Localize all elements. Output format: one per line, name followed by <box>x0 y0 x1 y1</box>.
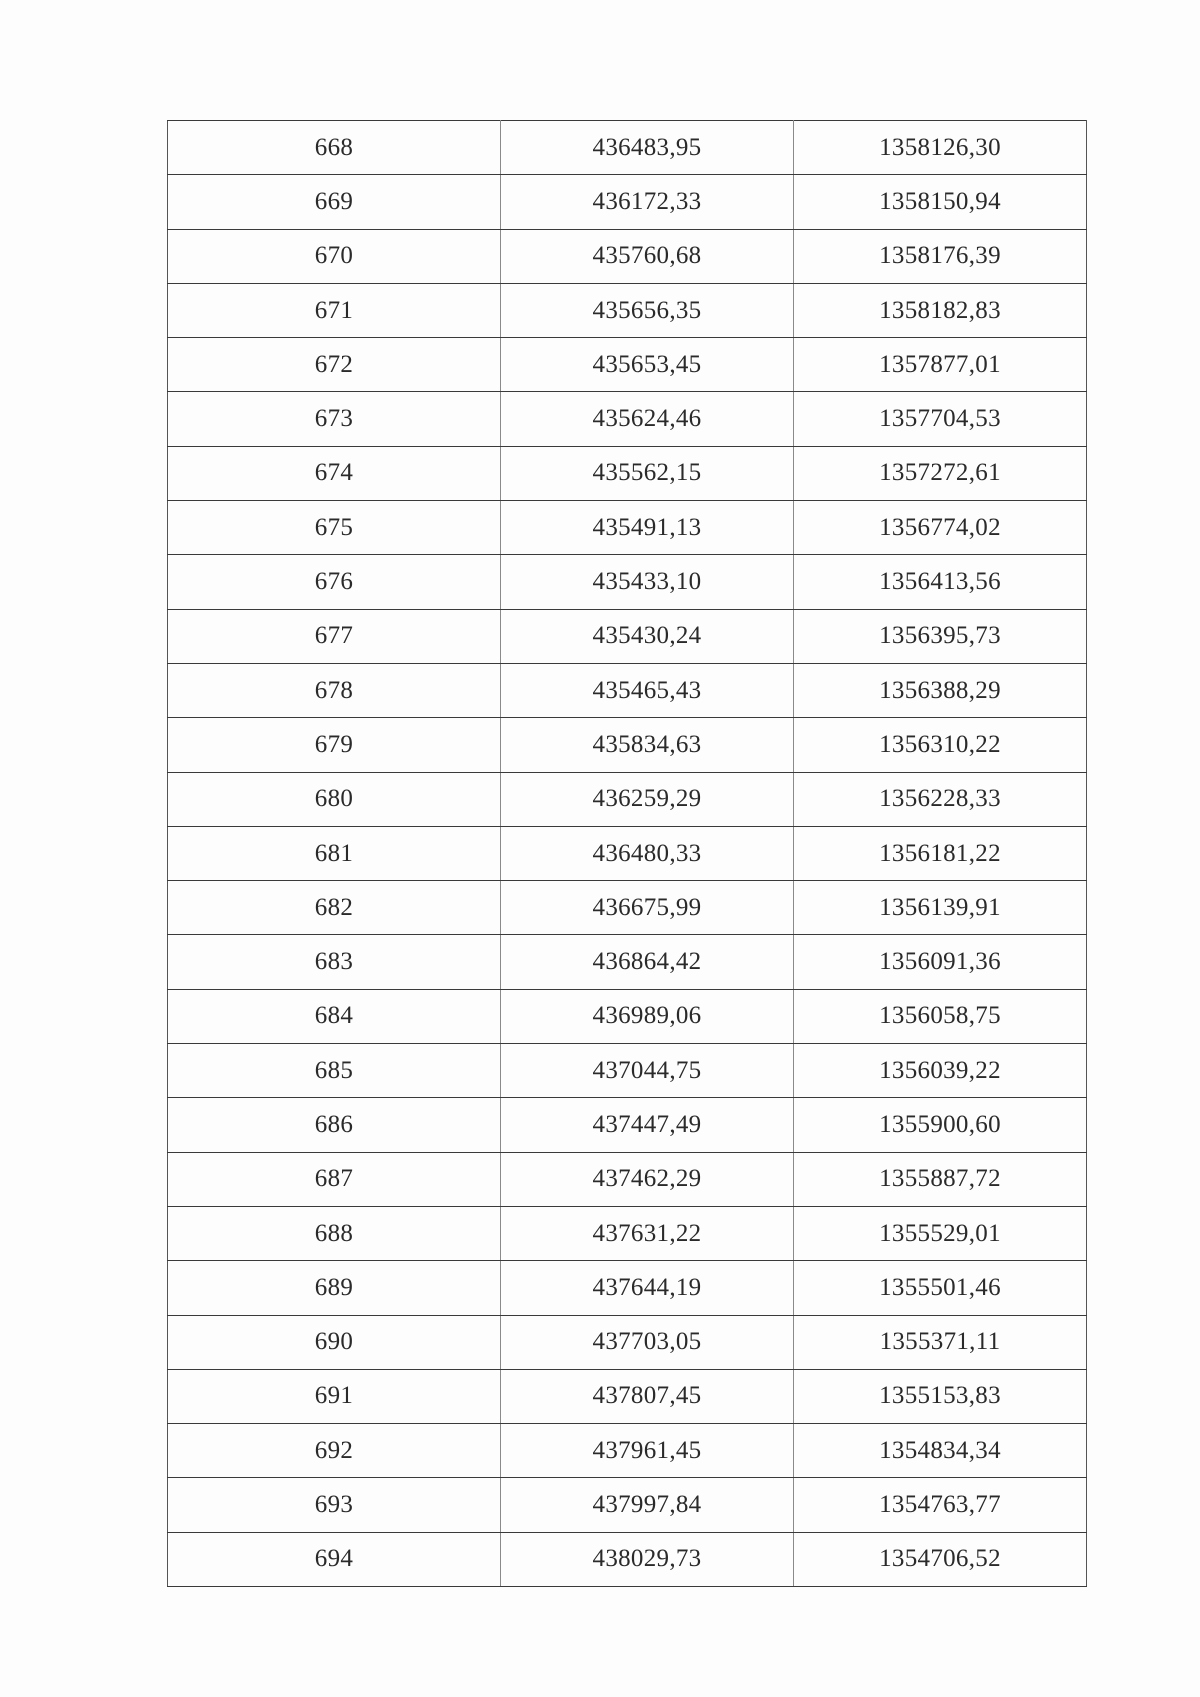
table-row <box>168 609 1087 663</box>
y-coordinate-cell: 1356228,33 <box>794 772 1087 826</box>
y-coordinate-cell: 1354763,77 <box>794 1478 1087 1532</box>
x-coordinate-cell: 437462,29 <box>501 1152 794 1206</box>
point-number-cell: 692 <box>168 1424 501 1478</box>
x-coordinate-cell: 437961,45 <box>501 1424 794 1478</box>
x-coordinate-cell: 435465,43 <box>501 663 794 717</box>
table-row <box>168 663 1087 717</box>
coordinates-table <box>167 120 1087 1587</box>
x-coordinate-cell: 436989,06 <box>501 989 794 1043</box>
table-row <box>168 1478 1087 1532</box>
table-row <box>168 1152 1087 1206</box>
x-coordinate-cell: 435430,24 <box>501 609 794 663</box>
y-coordinate-cell: 1354834,34 <box>794 1424 1087 1478</box>
y-coordinate-cell: 1355887,72 <box>794 1152 1087 1206</box>
point-number-cell: 694 <box>168 1532 501 1586</box>
point-number-cell: 680 <box>168 772 501 826</box>
table-row <box>168 392 1087 446</box>
y-coordinate-cell: 1358150,94 <box>794 175 1087 229</box>
x-coordinate-cell: 437447,49 <box>501 1098 794 1152</box>
x-coordinate-cell: 437044,75 <box>501 1044 794 1098</box>
point-number-cell: 674 <box>168 446 501 500</box>
x-coordinate-cell: 437631,22 <box>501 1206 794 1260</box>
table-row <box>168 175 1087 229</box>
y-coordinate-cell: 1355501,46 <box>794 1261 1087 1315</box>
table-row <box>168 338 1087 392</box>
point-number-cell: 678 <box>168 663 501 717</box>
point-number-cell: 673 <box>168 392 501 446</box>
table-row <box>168 121 1087 175</box>
y-coordinate-cell: 1358126,30 <box>794 121 1087 175</box>
table-row <box>168 1206 1087 1260</box>
point-number-cell: 691 <box>168 1369 501 1423</box>
point-number-cell: 676 <box>168 555 501 609</box>
x-coordinate-cell: 436259,29 <box>501 772 794 826</box>
x-coordinate-cell: 435562,15 <box>501 446 794 500</box>
y-coordinate-cell: 1356388,29 <box>794 663 1087 717</box>
table-row <box>168 1424 1087 1478</box>
point-number-cell: 671 <box>168 283 501 337</box>
point-number-cell: 693 <box>168 1478 501 1532</box>
y-coordinate-cell: 1356181,22 <box>794 826 1087 880</box>
table-row <box>168 555 1087 609</box>
y-coordinate-cell: 1356774,02 <box>794 501 1087 555</box>
x-coordinate-cell: 436675,99 <box>501 881 794 935</box>
y-coordinate-cell: 1355371,11 <box>794 1315 1087 1369</box>
y-coordinate-cell: 1355900,60 <box>794 1098 1087 1152</box>
x-coordinate-cell: 436483,95 <box>501 121 794 175</box>
table-row <box>168 1532 1087 1586</box>
y-coordinate-cell: 1356139,91 <box>794 881 1087 935</box>
table-row <box>168 229 1087 283</box>
y-coordinate-cell: 1357877,01 <box>794 338 1087 392</box>
x-coordinate-cell: 435834,63 <box>501 718 794 772</box>
x-coordinate-cell: 435656,35 <box>501 283 794 337</box>
y-coordinate-cell: 1358182,83 <box>794 283 1087 337</box>
point-number-cell: 683 <box>168 935 501 989</box>
point-number-cell: 679 <box>168 718 501 772</box>
y-coordinate-cell: 1358176,39 <box>794 229 1087 283</box>
y-coordinate-cell: 1356091,36 <box>794 935 1087 989</box>
y-coordinate-cell: 1355153,83 <box>794 1369 1087 1423</box>
table-row <box>168 1261 1087 1315</box>
point-number-cell: 681 <box>168 826 501 880</box>
x-coordinate-cell: 437703,05 <box>501 1315 794 1369</box>
point-number-cell: 687 <box>168 1152 501 1206</box>
table-row <box>168 283 1087 337</box>
table-row <box>168 826 1087 880</box>
table-row <box>168 1315 1087 1369</box>
x-coordinate-cell: 437807,45 <box>501 1369 794 1423</box>
table-row <box>168 446 1087 500</box>
y-coordinate-cell: 1356395,73 <box>794 609 1087 663</box>
point-number-cell: 684 <box>168 989 501 1043</box>
table-row <box>168 989 1087 1043</box>
x-coordinate-cell: 435653,45 <box>501 338 794 392</box>
table-row <box>168 935 1087 989</box>
x-coordinate-cell: 435760,68 <box>501 229 794 283</box>
x-coordinate-cell: 436864,42 <box>501 935 794 989</box>
y-coordinate-cell: 1356039,22 <box>794 1044 1087 1098</box>
point-number-cell: 677 <box>168 609 501 663</box>
x-coordinate-cell: 436480,33 <box>501 826 794 880</box>
table-row <box>168 881 1087 935</box>
y-coordinate-cell: 1356058,75 <box>794 989 1087 1043</box>
y-coordinate-cell: 1357272,61 <box>794 446 1087 500</box>
table-row <box>168 718 1087 772</box>
point-number-cell: 688 <box>168 1206 501 1260</box>
point-number-cell: 682 <box>168 881 501 935</box>
y-coordinate-cell: 1356310,22 <box>794 718 1087 772</box>
point-number-cell: 689 <box>168 1261 501 1315</box>
x-coordinate-cell: 436172,33 <box>501 175 794 229</box>
x-coordinate-cell: 437997,84 <box>501 1478 794 1532</box>
y-coordinate-cell: 1354706,52 <box>794 1532 1087 1586</box>
y-coordinate-cell: 1357704,53 <box>794 392 1087 446</box>
table-row <box>168 1369 1087 1423</box>
point-number-cell: 672 <box>168 338 501 392</box>
point-number-cell: 668 <box>168 121 501 175</box>
table-row <box>168 1098 1087 1152</box>
x-coordinate-cell: 435433,10 <box>501 555 794 609</box>
coordinates-table-body <box>168 121 1087 1587</box>
x-coordinate-cell: 435491,13 <box>501 501 794 555</box>
point-number-cell: 686 <box>168 1098 501 1152</box>
y-coordinate-cell: 1356413,56 <box>794 555 1087 609</box>
point-number-cell: 675 <box>168 501 501 555</box>
x-coordinate-cell: 437644,19 <box>501 1261 794 1315</box>
x-coordinate-cell: 438029,73 <box>501 1532 794 1586</box>
table-row <box>168 1044 1087 1098</box>
point-number-cell: 670 <box>168 229 501 283</box>
table-row <box>168 772 1087 826</box>
y-coordinate-cell: 1355529,01 <box>794 1206 1087 1260</box>
x-coordinate-cell: 435624,46 <box>501 392 794 446</box>
table-row <box>168 501 1087 555</box>
point-number-cell: 669 <box>168 175 501 229</box>
point-number-cell: 685 <box>168 1044 501 1098</box>
point-number-cell: 690 <box>168 1315 501 1369</box>
